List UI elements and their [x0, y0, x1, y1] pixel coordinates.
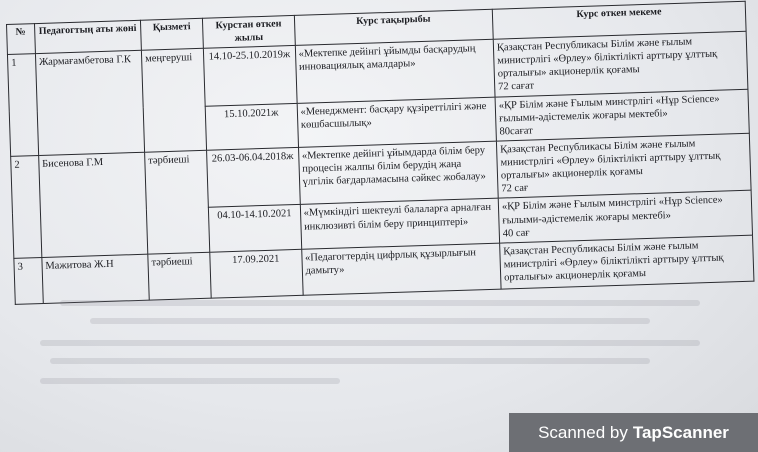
course-topic: «Мектепке дейінгі ұйымдарда білім беру процесін жалпы білім берудің жаңа үлгілік бағдарламасына сәйкес жобалау»: [298, 141, 498, 205]
watermark-prefix: Scanned by: [538, 422, 628, 442]
course-org-name: «ҚР Білім және Ғылым минстрлігі «Нұр Science» ғылыми-әдістемелік жоғары мектебі»: [498, 93, 720, 125]
course-org: [495, 89, 749, 141]
row-number: 1: [7, 54, 38, 157]
course-org-name: Қазақстан Республикасы Білім және ғылым министрлігі «Өрлеу» біліктілікті арттыру ұлттық орталығы» акционерлік қоғамы: [503, 240, 724, 284]
course-org-name: Қазақстан Республикасы Білім және ғылым министрлігі «Өрлеу» біліктілікті арттыру ұлттық орталығы» акционерлік қоғамы: [496, 36, 718, 80]
teacher-position: тәрбиеші: [145, 150, 210, 254]
teacher-name: Бисенова Г.М: [38, 152, 147, 257]
bleed-through-line: [90, 318, 650, 324]
scanner-watermark: [509, 413, 758, 452]
bleed-through-line: [40, 378, 340, 384]
header-position: Қызметі: [140, 18, 203, 50]
course-hours: 72 сағ: [501, 182, 529, 195]
teacher-position: тәрбиеші: [148, 252, 211, 300]
bleed-through-line: [50, 358, 650, 364]
course-org-name: Қазақстан Республикасы Білім және ғылым министрлігі «Өрлеу» біліктілікті арттыру ұлттық орталығы» акционерлік қоғамы: [499, 138, 721, 182]
header-name: Педагогтың аты жөні: [34, 20, 141, 53]
course-hours: 80сағат: [499, 125, 533, 138]
course-topic: «Мүмкіндігі шектеулі балаларға арналған инклюзивті білім беру принциптері»: [300, 199, 500, 250]
header-course-topic: Курс тақырыбы: [294, 9, 493, 45]
document-page: [6, 1, 754, 305]
header-number: №: [7, 24, 36, 55]
watermark-brand: TapScanner: [632, 422, 729, 442]
header-course-date: Курстан өткен жылы: [202, 15, 294, 48]
teacher-position: меңгеруші: [141, 48, 206, 152]
course-org: [498, 191, 752, 243]
course-org: [500, 235, 754, 289]
course-hours: 40 сағ: [502, 227, 530, 240]
bleed-through-line: [40, 340, 700, 346]
row-number: 3: [14, 257, 43, 304]
bleed-through-line: [60, 300, 700, 306]
course-date: 26.03-06.04.2018ж: [207, 147, 300, 207]
course-org: [493, 31, 748, 96]
course-date: 14.10-25.10.2019ж: [203, 45, 296, 105]
courses-table: [6, 1, 754, 305]
course-topic: «Мектепке дейінгі ұйымды басқарудың инновациялық амалдары»: [295, 39, 495, 103]
teacher-name: Жармағамбетова Г.К: [35, 50, 144, 155]
course-org: [496, 133, 751, 198]
course-date: 17.09.2021: [210, 249, 303, 298]
course-date: 15.10.2021ж: [205, 103, 298, 150]
course-topic: «Педагогтердің цифрлық құзырлығын дамыту»: [301, 243, 501, 295]
header-course-org: Курс өткен мекеме: [492, 1, 746, 39]
teacher-name: Мажитова Ж.Н: [42, 254, 150, 303]
course-topic: «Менеджмент: басқару құзіреттілігі және көшбасшылық»: [297, 97, 497, 148]
course-date: 04.10-14.10.2021: [208, 205, 301, 252]
course-org-name: «ҚР Білім және Ғылым минстрлігі «Нұр Science» ғылыми-әдістемелік жоғары мектебі»: [501, 194, 723, 227]
row-number: 2: [11, 155, 42, 258]
course-hours: 72 сағат: [498, 80, 535, 93]
